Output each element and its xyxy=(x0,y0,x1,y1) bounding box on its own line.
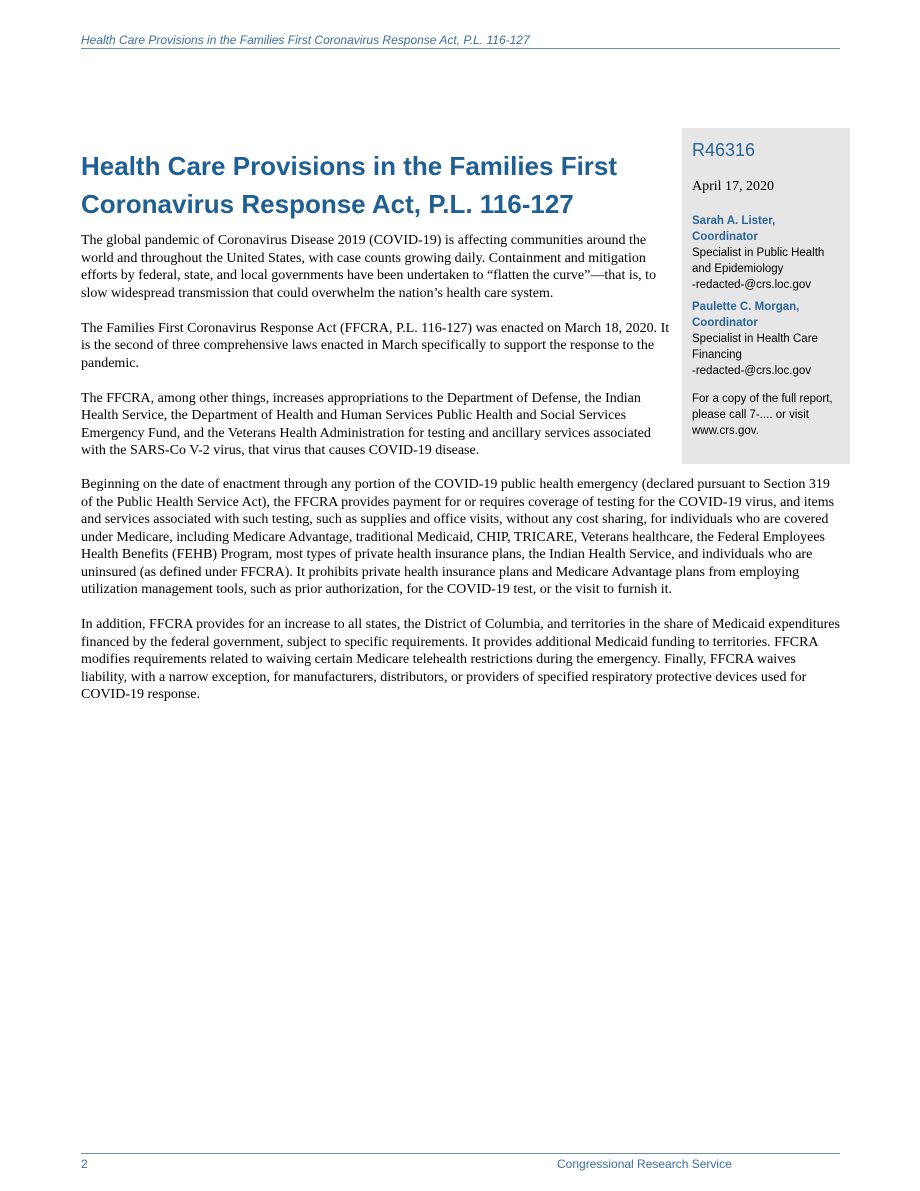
body-paragraph: The FFCRA, among other things, increases appropriations to the Department of Defense, the Indian Health Service, the Department of Health and Human Services Public Health and Social Services Emergency Fund, and the Veterans Health Administration for testing and ancillary services associated with the SARS-Co V-2 virus, that virus that causes COVID-19 disease. xyxy=(81,390,651,458)
body-paragraph: The global pandemic of Coronavirus Disease 2019 (COVID-19) is affecting communities around the world and throughout the United States, with case counts growing daily. Containment and mitigation efforts by federal, state, and local governments have been undertaken to “flatten the curve”—that is, to slow widespread transmission that could overwhelm the nation’s health care system. xyxy=(81,233,657,301)
author-block xyxy=(692,213,840,293)
report-title: Health Care Provisions in the Families First Coronavirus Response Act, P.L. 116-127 xyxy=(81,151,618,219)
footer-organization: Congressional Research Service xyxy=(557,1157,732,1171)
author-title-line: Financing xyxy=(692,349,742,361)
author-block xyxy=(692,299,840,379)
report-id: R46316 xyxy=(692,140,756,160)
author-name: Paulette C. Morgan, xyxy=(692,301,800,313)
author-email: -redacted-@crs.loc.gov xyxy=(692,279,812,291)
report-date: April 17, 2020 xyxy=(692,179,775,194)
page-number: 2 xyxy=(81,1157,88,1171)
body-paragraph: In addition, FFCRA provides for an increase to all states, the District of Columbia, and territories in the share of Medicaid expenditures financed by the federal government, subject to specific requirements. It provides additional Medicaid funding to territories. FFCRA modifies requirements related to waiving certain Medicare telehealth restrictions during the emergency. Finally, FFCRA waives liability, with a narrow exception, for manufacturers, distributors, or providers of specified respiratory protective devices used for COVID-19 response. xyxy=(81,617,840,702)
page-footer xyxy=(81,1153,840,1171)
report-info-sidebar xyxy=(682,128,850,464)
body-text-upper xyxy=(81,232,671,460)
copy-note: For a copy of the full report, please call 7-.... or visit www.crs.gov. xyxy=(692,393,833,437)
running-header: Health Care Provisions in the Families First Coronavirus Response Act, P.L. 116-127 xyxy=(81,33,840,49)
body-text-lower xyxy=(81,476,841,721)
author-email: -redacted-@crs.loc.gov xyxy=(692,365,812,377)
author-title-line: Specialist in Public Health xyxy=(692,247,825,259)
body-paragraph: The Families First Coronavirus Response Act (FFCRA, P.L. 116-127) was enacted on March 18, 2020. It is the second of three comprehensive laws enacted in March specifically to support the response to the pandemic. xyxy=(81,320,670,371)
author-role: Coordinator xyxy=(692,231,758,243)
author-role: Coordinator xyxy=(692,317,758,329)
author-title-line: and Epidemiology xyxy=(692,263,784,275)
body-paragraph: Beginning on the date of enactment through any portion of the COVID-19 public health emergency (declared pursuant to Section 319 of the Public Health Service Act), the FFCRA provides payment for or requires coverage of testing for the COVID-19 virus, and items and services associated with such testing, such as supplies and office visits, without any cost sharing, for individuals who are covered under Medicare, including Medicare Advantage, traditional Medicaid, CHIP, TRICARE, Veterans healthcare, the Federal Employees Health Benefits (FEHB) Program, most types of private health insurance plans, the Indian Health Service, and individuals who are uninsured (as defined under FFCRA). It prohibits private health insurance plans and Medicare Advantage plans from employing utilization management tools, such as prior authorization, for the COVID-19 test, or the visit to furnish it. xyxy=(81,477,835,597)
author-name: Sarah A. Lister, xyxy=(692,215,776,227)
author-title-line: Specialist in Health Care xyxy=(692,333,818,345)
